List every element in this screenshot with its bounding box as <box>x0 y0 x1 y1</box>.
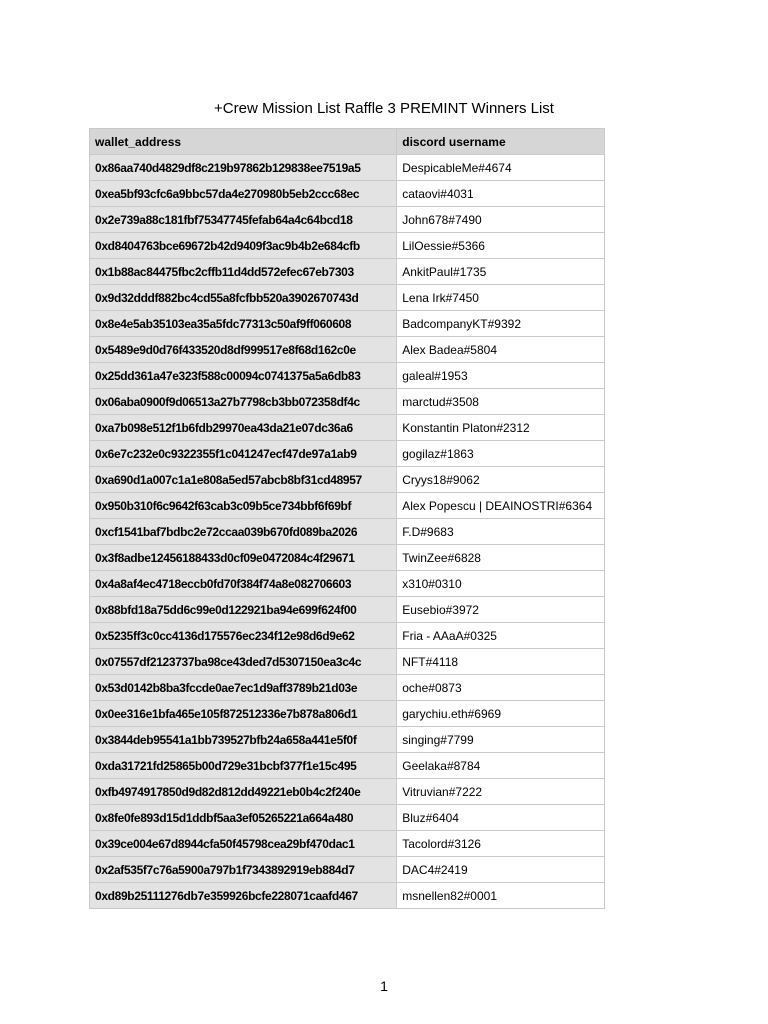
table-row <box>90 623 605 649</box>
table-row <box>90 155 605 181</box>
discord-username-cell: garychiu.eth#6969 <box>397 701 605 727</box>
wallet-address-cell: 0xea5bf93cfc6a9bbc57da4e270980b5eb2ccc68ec <box>90 181 397 207</box>
discord-username-cell: Konstantin Platon#2312 <box>397 415 605 441</box>
wallet-address-cell: 0xda31721fd25865b00d729e31bcbf377f1e15c495 <box>90 753 397 779</box>
discord-username-cell: gogilaz#1863 <box>397 441 605 467</box>
table-row <box>90 415 605 441</box>
discord-username-cell: AnkitPaul#1735 <box>397 259 605 285</box>
wallet-address-cell: 0x25dd361a47e323f588c00094c0741375a5a6db83 <box>90 363 397 389</box>
discord-username-cell: Geelaka#8784 <box>397 753 605 779</box>
table-row <box>90 337 605 363</box>
discord-username-cell: Eusebio#3972 <box>397 597 605 623</box>
wallet-address-cell: 0x5489e9d0d76f433520d8df999517e8f68d162c0e <box>90 337 397 363</box>
wallet-address-cell: 0x2e739a88c181fbf75347745fefab64a4c64bcd18 <box>90 207 397 233</box>
discord-username-cell: Tacolord#3126 <box>397 831 605 857</box>
page-number: 1 <box>380 978 388 994</box>
discord-username-cell: Vitruvian#7222 <box>397 779 605 805</box>
discord-username-cell: DAC4#2419 <box>397 857 605 883</box>
discord-username-cell: TwinZee#6828 <box>397 545 605 571</box>
wallet-address-cell: 0x0ee316e1bfa465e105f872512336e7b878a806d1 <box>90 701 397 727</box>
wallet-address-cell: 0x8fe0fe893d15d1ddbf5aa3ef05265221a664a480 <box>90 805 397 831</box>
table-row <box>90 233 605 259</box>
table-row <box>90 701 605 727</box>
wallet-address-cell: 0x950b310f6c9642f63cab3c09b5ce734bbf6f69bf <box>90 493 397 519</box>
discord-username-cell: oche#0873 <box>397 675 605 701</box>
wallet-address-cell: 0x07557df2123737ba98ce43ded7d5307150ea3c4c <box>90 649 397 675</box>
wallet-address-cell: 0x2af535f7c76a5900a797b1f7343892919eb884d7 <box>90 857 397 883</box>
discord-username-cell: NFT#4118 <box>397 649 605 675</box>
header-discord-username: discord username <box>397 129 605 155</box>
wallet-address-cell: 0xd8404763bce69672b42d9409f3ac9b4b2e684cfb <box>90 233 397 259</box>
table-header-row <box>90 129 605 155</box>
table-body <box>90 155 605 909</box>
wallet-address-cell: 0x4a8af4ec4718eccb0fd70f384f74a8e082706603 <box>90 571 397 597</box>
table-row <box>90 727 605 753</box>
wallet-address-cell: 0x39ce004e67d8944cfa50f45798cea29bf470dac1 <box>90 831 397 857</box>
wallet-address-cell: 0x8e4e5ab35103ea35a5fdc77313c50af9ff060608 <box>90 311 397 337</box>
winners-table <box>89 128 605 909</box>
discord-username-cell: Fria - AAaA#0325 <box>397 623 605 649</box>
discord-username-cell: Lena Irk#7450 <box>397 285 605 311</box>
table-row <box>90 857 605 883</box>
wallet-address-cell: 0x6e7c232e0c9322355f1c041247ecf47de97a1ab9 <box>90 441 397 467</box>
wallet-address-cell: 0xcf1541baf7bdbc2e72ccaa039b670fd089ba2026 <box>90 519 397 545</box>
wallet-address-cell: 0x06aba0900f9d06513a27b7798cb3bb072358df4c <box>90 389 397 415</box>
table-row <box>90 831 605 857</box>
table-row <box>90 545 605 571</box>
discord-username-cell: BadcompanyKT#9392 <box>397 311 605 337</box>
wallet-address-cell: 0x3844deb95541a1bb739527bfb24a658a441e5f0f <box>90 727 397 753</box>
wallet-address-cell: 0x9d32dddf882bc4cd55a8fcfbb520a3902670743d <box>90 285 397 311</box>
discord-username-cell: LilOessie#5366 <box>397 233 605 259</box>
table-row <box>90 805 605 831</box>
wallet-address-cell: 0xa690d1a007c1a1e808a5ed57abcb8bf31cd48957 <box>90 467 397 493</box>
discord-username-cell: Alex Popescu | DEAINOSTRI#6364 <box>397 493 605 519</box>
wallet-address-cell: 0x53d0142b8ba3fccde0ae7ec1d9aff3789b21d03e <box>90 675 397 701</box>
discord-username-cell: singing#7799 <box>397 727 605 753</box>
table-row <box>90 363 605 389</box>
wallet-address-cell: 0x1b88ac84475fbc2cffb11d4dd572efec67eb7303 <box>90 259 397 285</box>
table-row <box>90 519 605 545</box>
discord-username-cell: Alex Badea#5804 <box>397 337 605 363</box>
discord-username-cell: Bluz#6404 <box>397 805 605 831</box>
wallet-address-cell: 0xd89b25111276db7e359926bcfe228071caafd467 <box>90 883 397 909</box>
wallet-address-cell: 0xfb4974917850d9d82d812dd49221eb0b4c2f240e <box>90 779 397 805</box>
discord-username-cell: F.D#9683 <box>397 519 605 545</box>
table-row <box>90 675 605 701</box>
table-row <box>90 181 605 207</box>
wallet-address-cell: 0x88bfd18a75dd6c99e0d122921ba94e699f624f00 <box>90 597 397 623</box>
discord-username-cell: John678#7490 <box>397 207 605 233</box>
wallet-address-cell: 0x3f8adbe12456188433d0cf09e0472084c4f29671 <box>90 545 397 571</box>
table-row <box>90 597 605 623</box>
table-row <box>90 571 605 597</box>
table-row <box>90 649 605 675</box>
table-row <box>90 285 605 311</box>
table-row <box>90 207 605 233</box>
table-row <box>90 441 605 467</box>
discord-username-cell: galeal#1953 <box>397 363 605 389</box>
table-row <box>90 753 605 779</box>
table-row <box>90 259 605 285</box>
table-row <box>90 883 605 909</box>
discord-username-cell: cataovi#4031 <box>397 181 605 207</box>
table-row <box>90 493 605 519</box>
discord-username-cell: x310#0310 <box>397 571 605 597</box>
discord-username-cell: marctud#3508 <box>397 389 605 415</box>
discord-username-cell: DespicableMe#4674 <box>397 155 605 181</box>
header-wallet-address: wallet_address <box>90 129 397 155</box>
discord-username-cell: msnellen82#0001 <box>397 883 605 909</box>
wallet-address-cell: 0x5235ff3c0cc4136d175576ec234f12e98d6d9e62 <box>90 623 397 649</box>
table-row <box>90 779 605 805</box>
table-row <box>90 467 605 493</box>
discord-username-cell: Cryys18#9062 <box>397 467 605 493</box>
wallet-address-cell: 0x86aa740d4829df8c219b97862b129838ee7519a5 <box>90 155 397 181</box>
document-title: +Crew Mission List Raffle 3 PREMINT Winners List <box>214 100 554 117</box>
table-row <box>90 311 605 337</box>
table-row <box>90 389 605 415</box>
wallet-address-cell: 0xa7b098e512f1b6fdb29970ea43da21e07dc36a6 <box>90 415 397 441</box>
